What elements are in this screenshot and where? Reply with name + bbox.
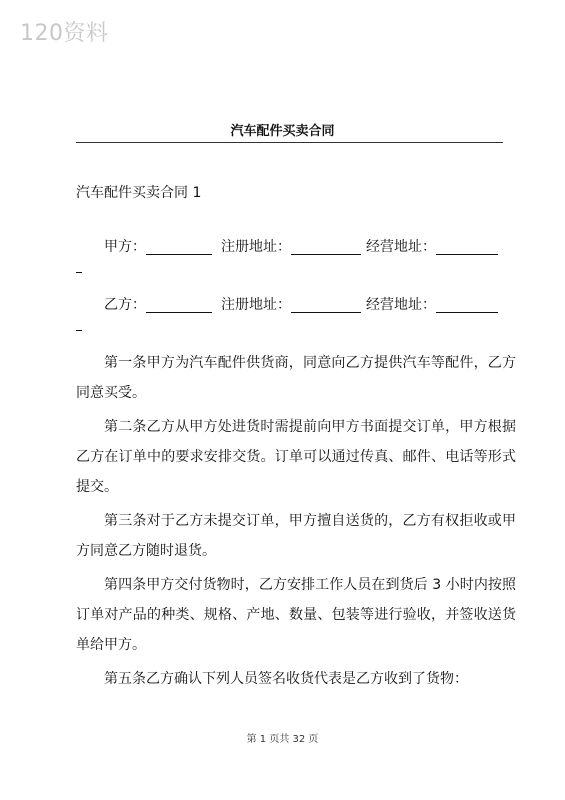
party-a-line	[76, 232, 516, 262]
party-b-continuation	[76, 320, 516, 348]
watermark-logo: 120资料	[20, 21, 109, 46]
party-b-address-label: 注册地址：	[221, 297, 291, 313]
document-subtitle: 汽车配件买卖合同 1	[76, 185, 202, 201]
party-b-business-label: 经营地址：	[366, 297, 436, 313]
article-5: 第五条乙方确认下列人员签名收货代表是乙方收到了货物：	[104, 671, 468, 687]
party-b-business-blank[interactable]	[436, 294, 498, 313]
party-a-label: 甲方：	[104, 239, 146, 255]
party-b-line	[76, 290, 516, 320]
party-a-business-blank[interactable]	[436, 236, 498, 255]
page-footer: 第 1 页共 32 页	[246, 734, 319, 745]
document-body	[76, 180, 516, 698]
article-2: 第二条乙方从甲方处进货时需提前向甲方书面提交订单，甲方根据乙方在订单中的要求安排交货。订单可以通过传真、邮件、电话等形式提交。	[76, 419, 516, 495]
article-1: 第一条甲方为汽车配件供货商，同意向乙方提供汽车等配件，乙方同意买受。	[76, 355, 516, 401]
document-title: 汽车配件买卖合同	[230, 124, 335, 139]
party-a-address-label: 注册地址：	[221, 239, 291, 255]
party-b-address-blank[interactable]	[291, 294, 361, 313]
party-b-label: 乙方：	[104, 297, 146, 313]
article-4: 第四条甲方交付货物时，乙方安排工作人员在到货后 3 小时内按照订单对产品的种类、规格、产地、数量、包装等进行验收，并签收送货单给甲方。	[76, 577, 516, 653]
article-3: 第三条对于乙方未提交订单，甲方擅自送货的，乙方有权拒收或甲方同意乙方随时退货。	[76, 513, 516, 559]
party-a-address-blank[interactable]	[291, 236, 361, 255]
party-a-continuation	[76, 262, 516, 290]
party-b-name-blank[interactable]	[146, 294, 212, 313]
title-divider	[76, 142, 503, 143]
party-a-name-blank[interactable]	[146, 236, 212, 255]
party-a-business-label: 经营地址：	[366, 239, 436, 255]
